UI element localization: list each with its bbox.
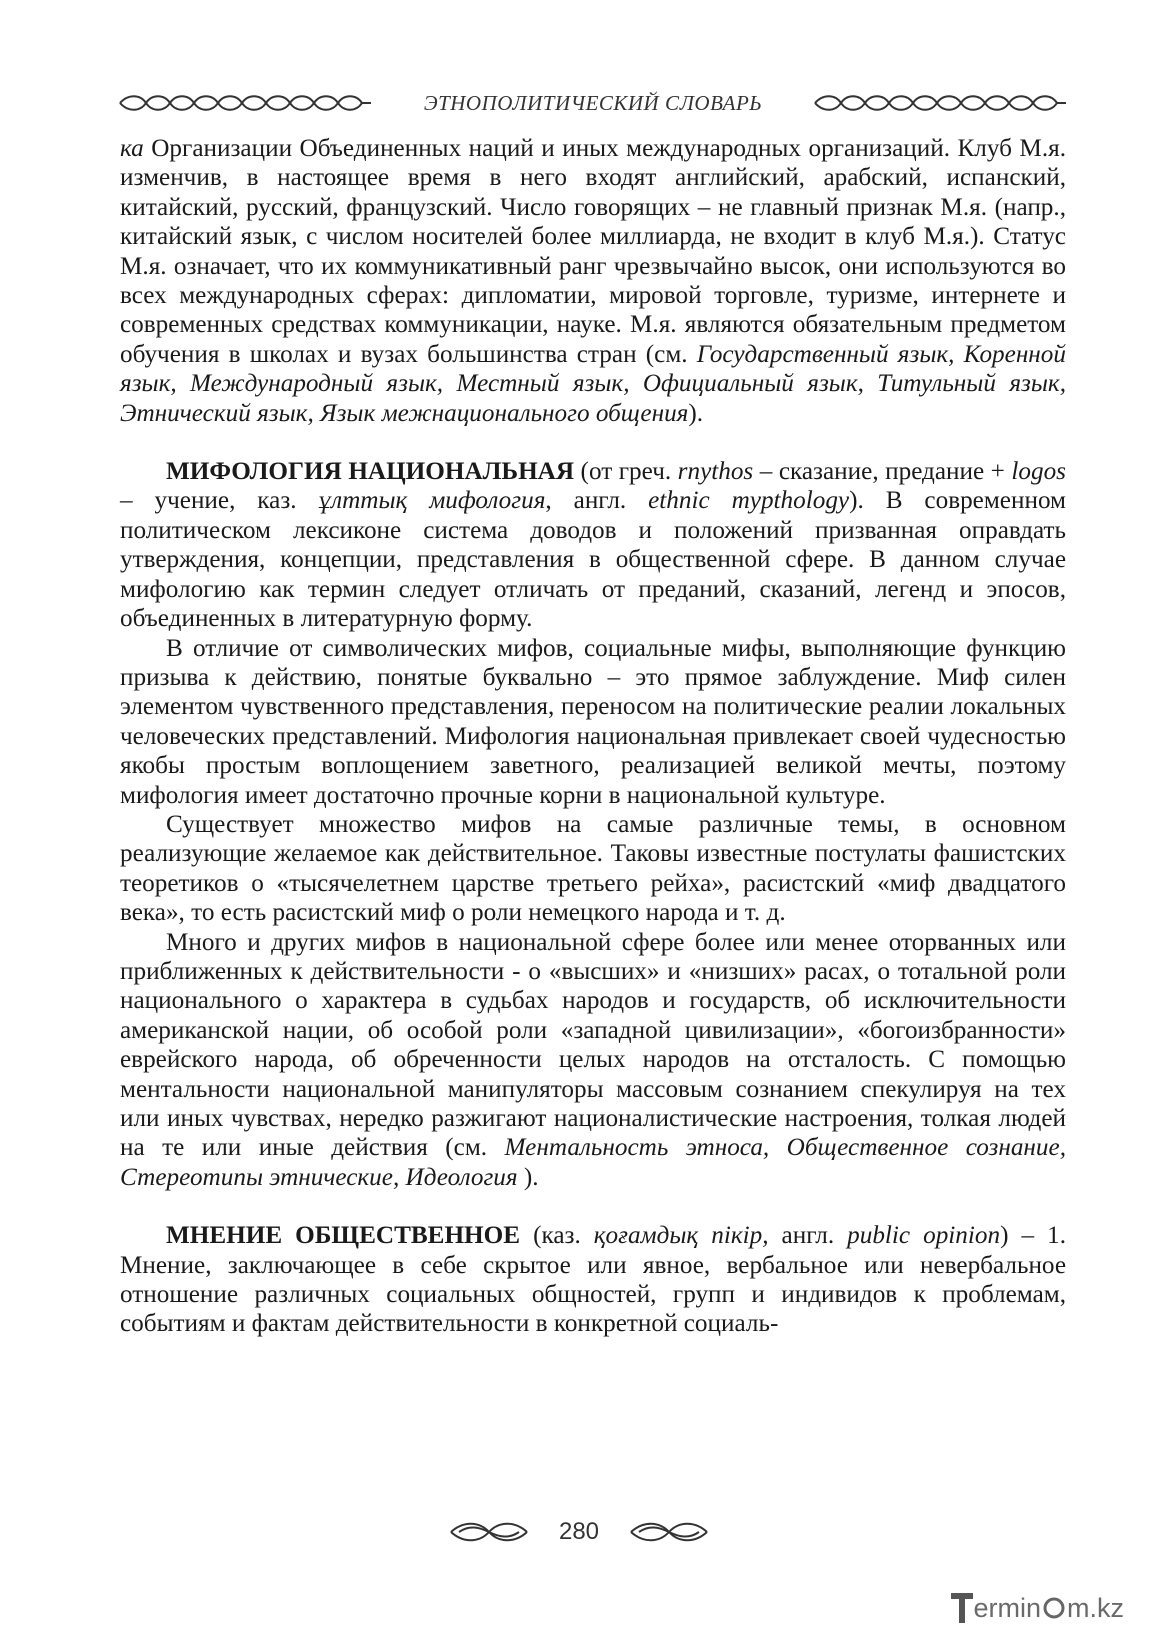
entry-public-opinion — [120, 1221, 1066, 1339]
italic-text: ка — [120, 135, 144, 162]
italic-text: rnythos — [677, 458, 754, 486]
watermark-text: m.kz — [1067, 1592, 1124, 1623]
watermark-text: ermin — [973, 1592, 1041, 1623]
body-text: (от греч. — [574, 458, 678, 486]
paragraph-continuation — [120, 134, 1066, 428]
running-header — [118, 86, 1068, 120]
entry-mythology — [120, 457, 1066, 633]
cross-reference: Государственный язык, Коренной язык, Международный язык, Местный язык, Официальный язык, Титульный язык, Этнический язык, Язык межнационального общения — [120, 340, 1066, 427]
body-text: – сказание, предание + — [753, 458, 1012, 486]
body-text: ) – 1. Мнение, заключающее в себе скрытое или явное, вербальное или невербальное отношение различных социальных общностей, групп и индивидов к проблемам, событиям и фактам действительности в конкретной социаль- — [120, 1222, 1067, 1338]
swirl-ornament-icon — [449, 1519, 529, 1545]
body-text: , англ. — [545, 487, 649, 515]
italic-text: ұлттық мифология — [318, 487, 546, 515]
ornament-border-icon — [813, 92, 1068, 114]
termincom-logo-icon — [951, 1593, 973, 1623]
circle-icon — [1042, 1596, 1066, 1620]
cross-reference: Ментальность этноса, Общественное сознание, Стереотипы этнические, Идеология — [120, 1134, 1066, 1191]
ornament-border-icon — [118, 92, 373, 114]
italic-text: public opinion — [847, 1222, 1001, 1250]
swirl-ornament-icon — [629, 1519, 709, 1545]
headword: МИФОЛОГИЯ НАЦИОНАЛЬНАЯ — [166, 458, 575, 486]
headword: МНЕНИЕ ОБЩЕСТВЕННОЕ — [166, 1222, 521, 1250]
body-text: ). В современном политическом лексиконе система доводов и положений призванная оправдать утверждения, концепции, представления в общественной сфере. В данном случае мифологию как термин следует отличать от преданий, сказаний, легенд и эпосов, объединенных в литературную форму. — [120, 487, 1066, 633]
body-text: ). — [688, 399, 704, 427]
body-text: – учение, каз. — [120, 487, 319, 515]
paragraph: В отличие от символических мифов, социальные мифы, выполняющие функцию призыва к действию, понятые буквально – это прямое заблуждение. Миф силен элементом чувственного представления, переносом на политические реалии локальных человеческих представлений. Мифология национальная привлекает своей чудесностью якобы простым воплощением заветного, реализацией великой мечты, поэтому мифология имеет достаточно прочные корни в национальной культуре. — [120, 634, 1066, 809]
paragraph — [120, 928, 1066, 1193]
page-body — [120, 134, 1066, 1339]
body-text: Много и других мифов в национальной сфере более или менее оторванных или приближенных к действительности - о «высших» и «низших» расах, о тотальной роли национального о характера в судьбах народов и государств, об исключительности американской нации, об особой роли «западной цивилизации», «богоизбранности» еврейского народа, об обреченности целых народов на отсталость. С помощью ментальности национальной манипуляторы массовым сознанием спекулируя на тех или иных чувствах, нередко разжигают националистические настроения, толкая людей на те или иные действия (см. — [120, 928, 1066, 1162]
italic-text: ethnic mypthology — [648, 487, 850, 515]
paragraph: Существует множество мифов на самые различные темы, в основном реализующие желаемое как действительное. Таковы известные постулаты фашистских теоретиков о «тысячелетнем царстве третьего рейха», расистский «миф двадцатого века», то есть расистский миф о роли немецкого народа и т. д. — [120, 810, 1066, 927]
page-number: 280 — [558, 1518, 600, 1545]
italic-text: logos — [1011, 458, 1066, 486]
page-footer — [0, 1512, 1158, 1552]
watermark — [951, 1590, 1124, 1626]
body-text: ). — [517, 1163, 539, 1191]
header-title: ЭТНОПОЛИТИЧЕСКИЙ СЛОВАРЬ — [423, 90, 763, 115]
body-text: (каз. — [520, 1222, 594, 1250]
italic-text: қоғамдық пікір, — [593, 1222, 769, 1250]
body-text: англ. — [768, 1222, 848, 1250]
body-text: Организации Объединенных наций и иных международных организаций. Клуб М.я. изменчив, в настоящее время в него входят английский, арабский, испанский, китайский, русский, французский. Число говорящих – не главный признак М.я. (напр., китайский язык, с числом носителей более миллиарда, не входит в клуб М.я.). Статус М.я. означает, что их коммуникативный ранг чрезвычайно высок, они используются во всех международных сферах: дипломатии, мировой торговле, туризме, интернете и современных средствах коммуникации, науке. М.я. являются обязательным предметом обучения в школах и вузах большинства стран (см. — [120, 135, 1066, 368]
